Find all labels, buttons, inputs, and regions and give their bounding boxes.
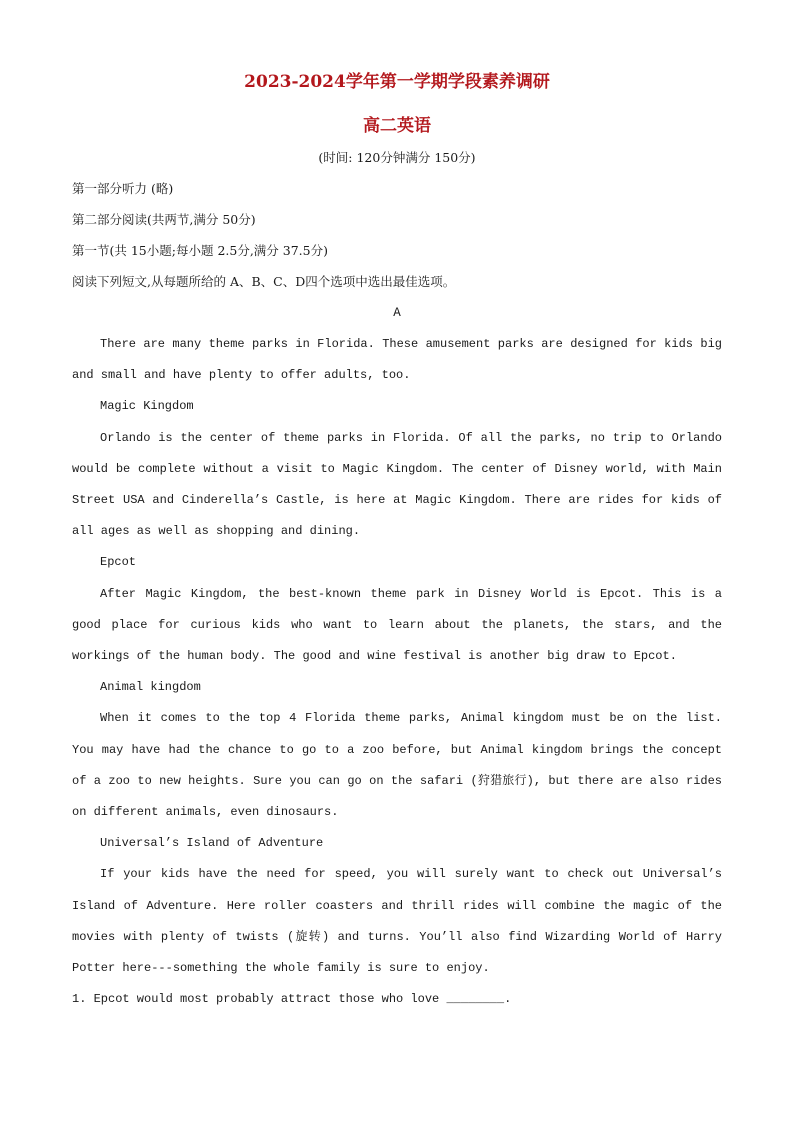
park-heading-magic-kingdom: Magic Kingdom	[100, 399, 194, 414]
park-heading-universal: Universal’s Island of Adventure	[100, 836, 324, 851]
park-text-magic-kingdom: Orlando is the center of theme parks in Florida. Of all the parks, no trip to Orlando would be complete without a visit to Magic Kingdom. The center of Disney world, with Main Street USA and Cinderella’s Castle, is here at Magic Kingdom. There are rides for kids of all ages as well as shopping and dining.	[72, 430, 722, 539]
subject-title: 高二英语	[363, 116, 431, 136]
instructions-block	[72, 173, 722, 297]
time-info: (时间: 120分钟满分 150分)	[318, 150, 476, 165]
passage-body	[72, 329, 722, 984]
section1-heading: 第一节(共 15小题;每小题 2.5分,满分 37.5分)	[72, 243, 328, 258]
exam-title: 2023-2024学年第一学期学段素养调研	[244, 72, 550, 92]
park-text-universal: If your kids have the need for speed, you will surely want to check out Universal’s Island of Adventure. Here roller coasters and thrill rides will combine the magic of the movies with plenty of twists (旋转) and turns. You’ll also find Wizarding World of Harry Potter here---something the whole family is sure to enjoy.	[72, 867, 722, 976]
passage-label: A	[393, 306, 401, 320]
park-text-epcot: After Magic Kingdom, the best-known theme park in Disney World is Epcot. This is a good place for curious kids who want to learn about the planets, the stars, and the workings of the human body. The good and wine festival is another big draw to Epcot.	[72, 586, 722, 664]
part1-heading: 第一部分听力 (略)	[72, 181, 174, 196]
document-page	[72, 68, 722, 1015]
directions-text: 阅读下列短文,从每题所给的 A、B、C、D四个选项中选出最佳选项。	[72, 274, 456, 289]
park-heading-epcot: Epcot	[100, 555, 137, 570]
park-text-animal-kingdom: When it comes to the top 4 Florida theme parks, Animal kingdom must be on the list. You may have had the chance to go to a zoo before, but Animal kingdom brings the concept of a zoo to new heights. Sure you can go on the safari (狩猎旅行), but there are also rides on different animals, even dinosaurs.	[72, 711, 722, 820]
park-heading-animal-kingdom: Animal kingdom	[100, 680, 201, 695]
passage-intro: There are many theme parks in Florida. These amusement parks are designed for kids big and small and have plenty to offer adults, too.	[72, 337, 722, 383]
question-1: 1. Epcot would most probably attract those who love ________.	[72, 992, 512, 1007]
part2-heading: 第二部分阅读(共两节,满分 50分)	[72, 212, 256, 227]
